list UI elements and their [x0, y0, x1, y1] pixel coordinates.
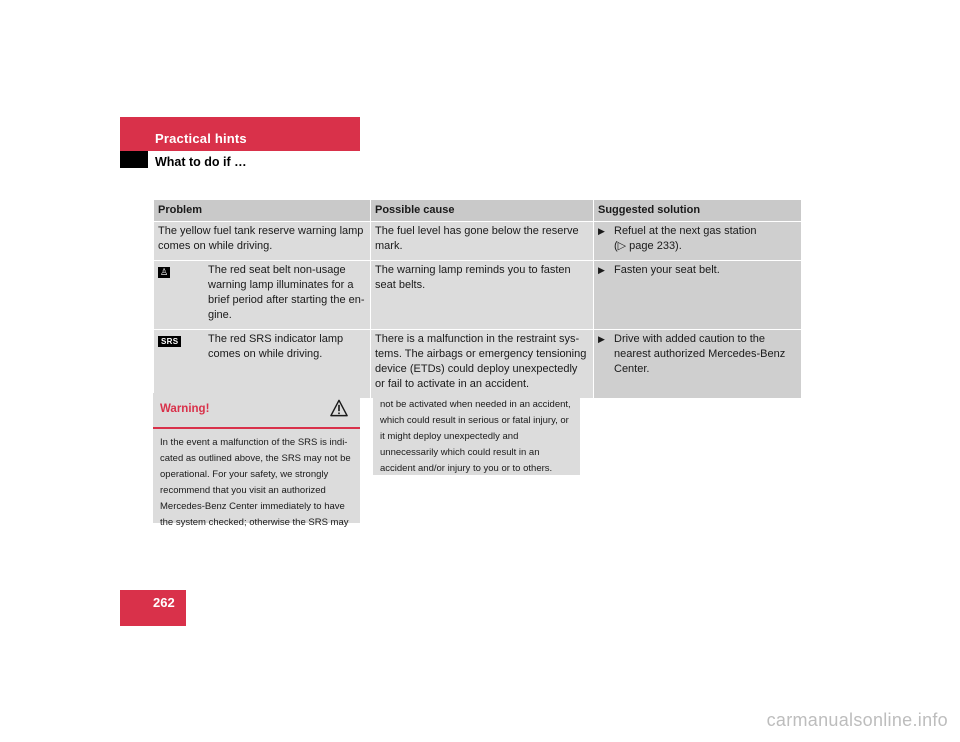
solution-bullet [598, 332, 797, 377]
solution-bullet [598, 263, 797, 278]
solution-cell [594, 330, 802, 399]
solution-cell [594, 261, 802, 330]
solution-line-1: Refuel at the next gas station [614, 225, 757, 237]
column-header-solution: Suggested solution [594, 200, 802, 222]
section-title: Practical hints [155, 131, 247, 146]
subsection-title: What to do if … [155, 155, 247, 169]
problem-cell [154, 330, 371, 399]
column-header-problem: Problem [154, 200, 371, 222]
table-header-row [154, 200, 802, 222]
bullet-arrow-icon: ▶ [598, 265, 605, 275]
seat-belt-icon: ♙ [159, 267, 169, 277]
warning-triangle-icon [330, 399, 348, 417]
cause-text: The warning lamp reminds you to fasten seat belts. [375, 264, 571, 291]
srs-icon: SRS [158, 336, 181, 347]
problem-cell [154, 222, 371, 261]
solution-text [614, 224, 756, 254]
problem-text: The yellow fuel tank reserve warning lamp comes on while driving. [158, 225, 364, 252]
cause-text: There is a malfunction in the restraint sys-tems. The airbags or emergency tensioning device (ETDs) could deploy unexpectedly or fail to activate in an accident. [375, 333, 587, 390]
warning-box [153, 393, 360, 528]
warning-header [153, 393, 360, 429]
warning-text: In the event a malfunction of the SRS is indi-cated as outlined above, the SRS may not be operational. For your safety, we strongly recommend that you visit an authorized Mercedes-Benz Center immediately to have the system checked; otherwise the SRS may [160, 437, 351, 528]
table-row [154, 330, 802, 399]
watermark: carmanualsonline.info [766, 710, 948, 730]
cause-cell [371, 222, 594, 261]
cause-text: The fuel level has gone below the reserve mark. [375, 225, 579, 252]
solution-bullet [598, 224, 797, 254]
problem-text: The red SRS indicator lamp comes on while driving. [208, 333, 344, 360]
solution-cell [594, 222, 802, 261]
column-header-cause: Possible cause [371, 200, 594, 222]
table-row [154, 222, 802, 261]
bullet-arrow-icon: ▶ [598, 334, 605, 344]
bullet-arrow-icon: ▶ [598, 226, 605, 236]
page-number: 262 [153, 595, 175, 610]
header-black-tab [120, 151, 148, 168]
warning-continued-text: not be activated when needed in an accident, which could result in serious or fatal injury, or it might deploy unexpectedly and unnecessarily which could result in an accident and/or injury to you or to others. [380, 399, 571, 474]
solution-text: Fasten your seat belt. [614, 264, 720, 276]
cause-cell [371, 261, 594, 330]
warning-continued-box [373, 393, 580, 475]
table-row [154, 261, 802, 330]
warning-title: Warning! [160, 403, 210, 415]
cause-cell [371, 330, 594, 399]
solution-text: Drive with added caution to the nearest authorized Mercedes-Benz Center. [614, 333, 786, 375]
problem-cell [154, 261, 371, 330]
troubleshooting-table [153, 199, 802, 399]
problem-text: The red seat belt non-usage warning lamp illuminates for a brief period after starting the en-gine. [208, 264, 365, 321]
solution-line-2: (▷ page 233). [614, 240, 682, 252]
